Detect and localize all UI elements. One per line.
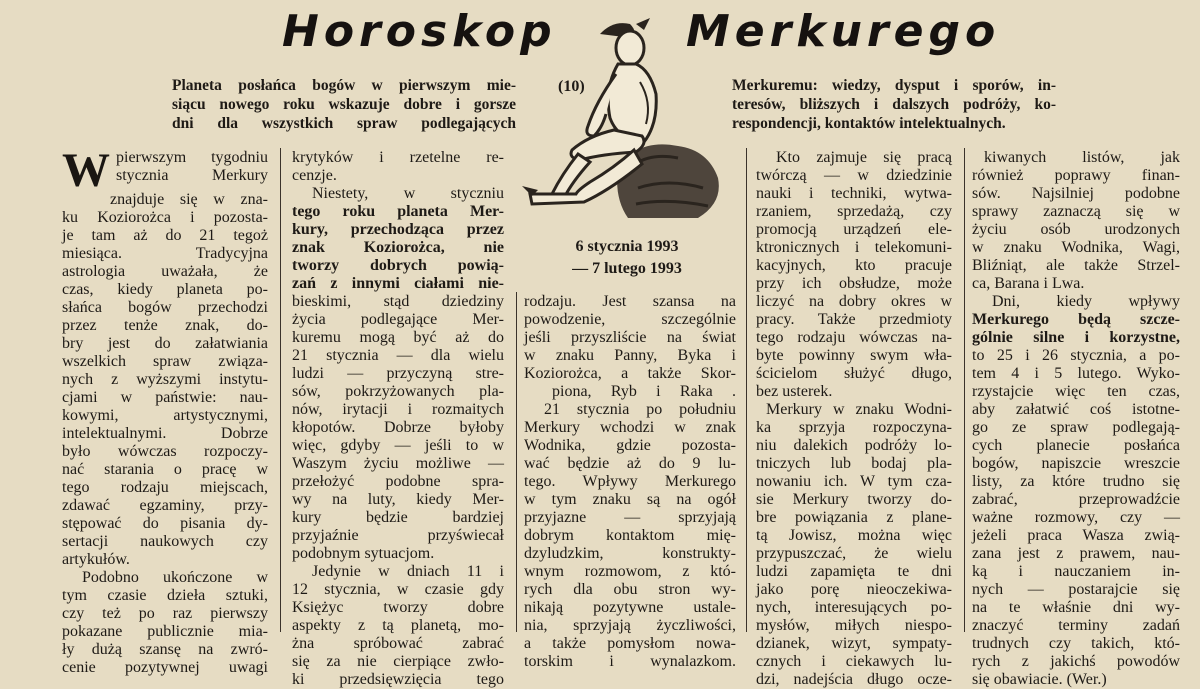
text-line: bry jest do załatwiania xyxy=(62,335,268,352)
column-1 xyxy=(62,149,268,677)
lead-line: dni dla wszystkich spraw podlegających xyxy=(172,115,516,132)
text-line: nauki i techniki, wytwa- xyxy=(756,185,952,202)
text-line: czy też po raz pierwszy xyxy=(62,605,268,622)
text-line: Merkurego będą szcze- xyxy=(972,311,1180,328)
text-line: rzystajcie więc ten czas, xyxy=(972,383,1180,400)
text-line: listy, za które trudno się xyxy=(972,473,1180,490)
text-line: zabrać, przeprowadźcie xyxy=(972,491,1180,508)
text-line: 21 stycznia po południu xyxy=(544,401,736,418)
text-line: stycznia Merkury xyxy=(116,167,268,184)
text-line: byte powinny swym wła- xyxy=(756,347,952,364)
text-line: tem 4 i 5 lutego. Wyko- xyxy=(972,365,1180,382)
text-line: czas, kiedy planeta po- xyxy=(62,281,268,298)
date-end: — 7 lutego 1993 xyxy=(572,260,682,277)
text-line: nych, interesujących po- xyxy=(756,599,952,616)
text-line: Bliźniąt, ale także Strzel- xyxy=(972,257,1180,274)
text-line: go ze spraw podlegają- xyxy=(972,419,1180,436)
drop-cap: W xyxy=(62,149,110,191)
text-line: przełożyć podobne spra- xyxy=(292,473,504,490)
text-line: trudnych czy takich, któ- xyxy=(972,635,1180,652)
text-line: astrologia uważała, że xyxy=(62,263,268,280)
text-line: wy na luty, kiedy Mer- xyxy=(292,491,504,508)
text-line: ca, Barana i Lwa. xyxy=(972,275,1085,292)
column-rule xyxy=(516,292,517,632)
text-line: na te właśnie dni wy- xyxy=(972,599,1180,616)
text-line: nych — postarajcie się xyxy=(972,581,1180,598)
text-line: kacyjnych, kto pracuje xyxy=(756,257,952,274)
text-line: Podobno ukończone w xyxy=(82,569,268,586)
text-line: pokazane publicznie mia- xyxy=(62,623,268,640)
text-line: ludzi zapamięta te dni xyxy=(756,563,952,580)
text-line: Merkury wchodzi w znak xyxy=(524,419,736,436)
text-line: również poprawy finan- xyxy=(972,167,1180,184)
text-line: ktronicznych i telekomuni- xyxy=(756,239,952,256)
lead-line: teresów, bliższych i dalszych podróży, ko- xyxy=(732,96,1056,113)
text-line: znajduje się w zna- xyxy=(110,191,268,208)
text-line: bogów, napiszcie wreszcie xyxy=(972,455,1180,472)
text-line: Dni, kiedy wpływy xyxy=(992,293,1180,310)
text-line: podobnym sytuacjom. xyxy=(292,545,435,562)
text-line: jeżeli praca Wasza zwią- xyxy=(972,527,1180,544)
text-line: cych planecie posłańca xyxy=(972,437,1180,454)
text-line: się obawiacie. (Wer.) xyxy=(972,671,1107,688)
text-line: rodzaju. Jest szansa na xyxy=(524,293,736,310)
title-right: Merkurego xyxy=(686,6,1001,57)
text-line: a także pomysłom nowa- xyxy=(524,635,736,652)
text-line: w znaku Panny, Byka i xyxy=(524,347,736,364)
text-line: ku Koziorożca i pozosta- xyxy=(62,209,268,226)
text-line: aspekty z tą planetą, mo- xyxy=(292,617,504,634)
text-line: promocją urządzeń ele- xyxy=(756,221,952,238)
text-line: ścicielom służyć długo, xyxy=(756,365,952,382)
text-line: zań z innymi ciałami nie- xyxy=(292,275,504,292)
date-start: 6 stycznia 1993 xyxy=(575,238,679,255)
date-range xyxy=(548,236,706,280)
text-line: kury będzie bardziej xyxy=(292,509,504,526)
lead-line: Merkuremu: wiedzy, dysput i sporów, in- xyxy=(732,77,1056,94)
text-line: Waszym życiu możliwe — xyxy=(292,455,504,472)
text-line: stępować do pisania dy- xyxy=(62,515,268,532)
issue-number: (10) xyxy=(558,78,585,95)
text-line: 21 stycznia — dla wielu xyxy=(292,347,504,364)
text-line: pierwszym tygodniu xyxy=(116,149,268,166)
text-line: tego rodzaju miejscach, xyxy=(62,479,268,496)
text-line: nowaniu ich. W tym cza- xyxy=(756,473,952,490)
text-line: sertacji naukowych czy xyxy=(62,533,268,550)
text-line: ki przedsięwzięcia tego xyxy=(292,671,504,688)
text-line: cenie pozytywnej uwagi xyxy=(62,659,268,676)
column-rule xyxy=(964,148,965,632)
mercury-figure-icon xyxy=(518,18,740,236)
text-line: tą Jowisz, można więc xyxy=(756,527,952,544)
title-left: Horoskop xyxy=(282,6,557,57)
text-line: tego. Wpływy Merkurego xyxy=(524,473,736,490)
text-line: niu dalekich podróży lo- xyxy=(756,437,952,454)
text-line: ludzi — przyczyną stre- xyxy=(292,365,504,382)
text-line: nikają pozytywne ustale- xyxy=(524,599,736,616)
text-line: sie Merkury tworzy do- xyxy=(756,491,952,508)
text-line: znaczyć terminy zadań xyxy=(972,617,1180,634)
text-line: rych z jakichś powodów xyxy=(972,653,1180,670)
lead-line: respondencji, kontaktów intelektualnych. xyxy=(732,115,1006,132)
text-line: krytyków i rzetelne re- xyxy=(292,149,504,166)
text-line: artykułów. xyxy=(62,551,130,568)
text-line: Koziorożca, a także Skor- xyxy=(524,365,736,382)
text-line: jeśli przyszliście na świat xyxy=(524,329,736,346)
text-line: kury, przechodząca przez xyxy=(292,221,504,238)
text-line: wnym rozmowom, z któ- xyxy=(524,563,736,580)
text-line: wać będzie aż do 9 lu- xyxy=(524,455,736,472)
text-line: ka sprzyja rozpoczyna- xyxy=(756,419,952,436)
column-4 xyxy=(756,149,952,689)
text-line: kuremu mogą być aż do xyxy=(292,329,504,346)
text-line: się za nie cierpiące zwło- xyxy=(292,653,504,670)
lead-line: siącu nowego roku wskazuje dobre i gorsze xyxy=(172,96,516,113)
text-line: pracy. Także przedmioty xyxy=(756,311,952,328)
text-line: rzaniem, sprzedażą, czy xyxy=(756,203,952,220)
text-line: przez tenże znak, do- xyxy=(62,317,268,334)
lead-left xyxy=(172,76,516,133)
column-3 xyxy=(524,293,736,671)
text-line: bieskimi, stąd dziedziny xyxy=(292,293,504,310)
text-line: mysłów, miłych niespo- xyxy=(756,617,952,634)
text-line: 12 stycznia, w czasie gdy xyxy=(292,581,504,598)
text-line: dzi, nadejścia długo ocze- xyxy=(756,671,952,688)
text-line: sów, pokrzyżowanych pla- xyxy=(292,383,504,400)
text-line: nać starania o pracę w xyxy=(62,461,268,478)
text-line: je tam aż do 21 tegoż xyxy=(62,227,268,244)
text-line: intelektualnymi. Dobrze xyxy=(62,425,268,442)
column-rule xyxy=(280,148,281,632)
text-line: kiwanych listów, jak xyxy=(984,149,1180,166)
text-line: zana jest z prawem, nau- xyxy=(972,545,1180,562)
text-line: w tym znaku są na ogół xyxy=(524,491,736,508)
text-line: było wówczas rozpoczy- xyxy=(62,443,268,460)
text-line: słańca bogów przechodzi xyxy=(62,299,268,316)
text-line: przypuszczać, że wielu xyxy=(756,545,952,562)
text-line: liczyć na dobry okres w xyxy=(756,293,952,310)
text-line: aby załatwić coś istotne- xyxy=(972,401,1180,418)
column-5 xyxy=(972,149,1180,689)
text-line: bre powiązania z plane- xyxy=(756,509,952,526)
text-line: piona, Ryb i Raka . xyxy=(552,383,736,400)
text-line: nów, irytacji i rozmaitych xyxy=(292,401,504,418)
text-line: nia, sprzyjają życzliwości, xyxy=(524,617,736,634)
column-rule xyxy=(746,148,747,632)
text-line: cznych i ciekawych lu- xyxy=(756,653,952,670)
text-line: przy ich obsłudze, może xyxy=(756,275,952,292)
text-line: tworzy dobrych powią- xyxy=(292,257,504,274)
text-line: życiu osób urodzonych xyxy=(972,221,1180,238)
text-line: żna spróbować zabrać xyxy=(292,635,504,652)
text-line: gólnie silne i korzystne, xyxy=(972,329,1180,346)
text-line: ły dużą szansę na zwró- xyxy=(62,641,268,658)
text-line: więc, gdyby — jeśli to w xyxy=(292,437,504,454)
text-line: ważne rozmowy, czy — xyxy=(972,509,1180,526)
text-line: kowymi, artystycznymi, xyxy=(62,407,268,424)
text-line: dzyludzkim, konstrukty- xyxy=(524,545,736,562)
text-line: życia podlegające Mer- xyxy=(292,311,504,328)
text-line: bez usterek. xyxy=(756,383,833,400)
text-line: cjami w państwie: nau- xyxy=(62,389,268,406)
text-line: w znaku Wodnika, Wagi, xyxy=(972,239,1180,256)
text-line: kłopotów. Dobrze byłoby xyxy=(292,419,504,436)
text-line: Wodnika, gdzie pozosta- xyxy=(524,437,736,454)
text-line: tniczych lub bodaj pla- xyxy=(756,455,952,472)
text-line: przyjaźnie przyświecał xyxy=(292,527,504,544)
text-line: to 25 i 26 stycznia, a po- xyxy=(972,347,1180,364)
text-line: dzianek, wizyt, sympaty- xyxy=(756,635,952,652)
text-line: nych z wyższymi instytu- xyxy=(62,371,268,388)
text-line: Niestety, w styczniu xyxy=(312,185,504,202)
text-line: jako porę nieoczekiwa- xyxy=(756,581,952,598)
lead-right xyxy=(732,76,1056,133)
text-line: wszelkich spraw związa- xyxy=(62,353,268,370)
text-line: tego roku planeta Mer- xyxy=(292,203,504,220)
text-line: dobrym kontaktom mię- xyxy=(524,527,736,544)
text-line: Merkury w znaku Wodni- xyxy=(766,401,952,418)
text-line: miesiąca. Tradycyjna xyxy=(62,245,268,262)
text-line: rych dla obu stron wy- xyxy=(524,581,736,598)
text-line: tym czasie dzieła sztuki, xyxy=(62,587,268,604)
text-line: torskim i wynalazkom. xyxy=(524,653,736,670)
column-2 xyxy=(292,149,504,689)
lead-line: Planeta posłańca bogów w pierwszym mie- xyxy=(172,77,516,94)
text-line: przyjazne — sprzyjają xyxy=(524,509,736,526)
text-line: sów. Najsilniej podobne xyxy=(972,185,1180,202)
text-line: cenzje. xyxy=(292,167,337,184)
text-line: tego rodzaju wówczas na- xyxy=(756,329,952,346)
text-line: znak Koziorożca, nie xyxy=(292,239,504,256)
text-line: powodzenie, szczególnie xyxy=(524,311,736,328)
text-line: Jedynie w dniach 11 i xyxy=(312,563,504,580)
text-line: ką i nauczaniem in- xyxy=(972,563,1180,580)
text-line: Księżyc tworzy dobre xyxy=(292,599,504,616)
text-line: sprawy zaznaczą się w xyxy=(972,203,1180,220)
text-line: Kto zajmuje się pracą xyxy=(776,149,952,166)
text-line: zdawać egzaminy, przy- xyxy=(62,497,268,514)
text-line: twórczą — w dziedzinie xyxy=(756,167,952,184)
